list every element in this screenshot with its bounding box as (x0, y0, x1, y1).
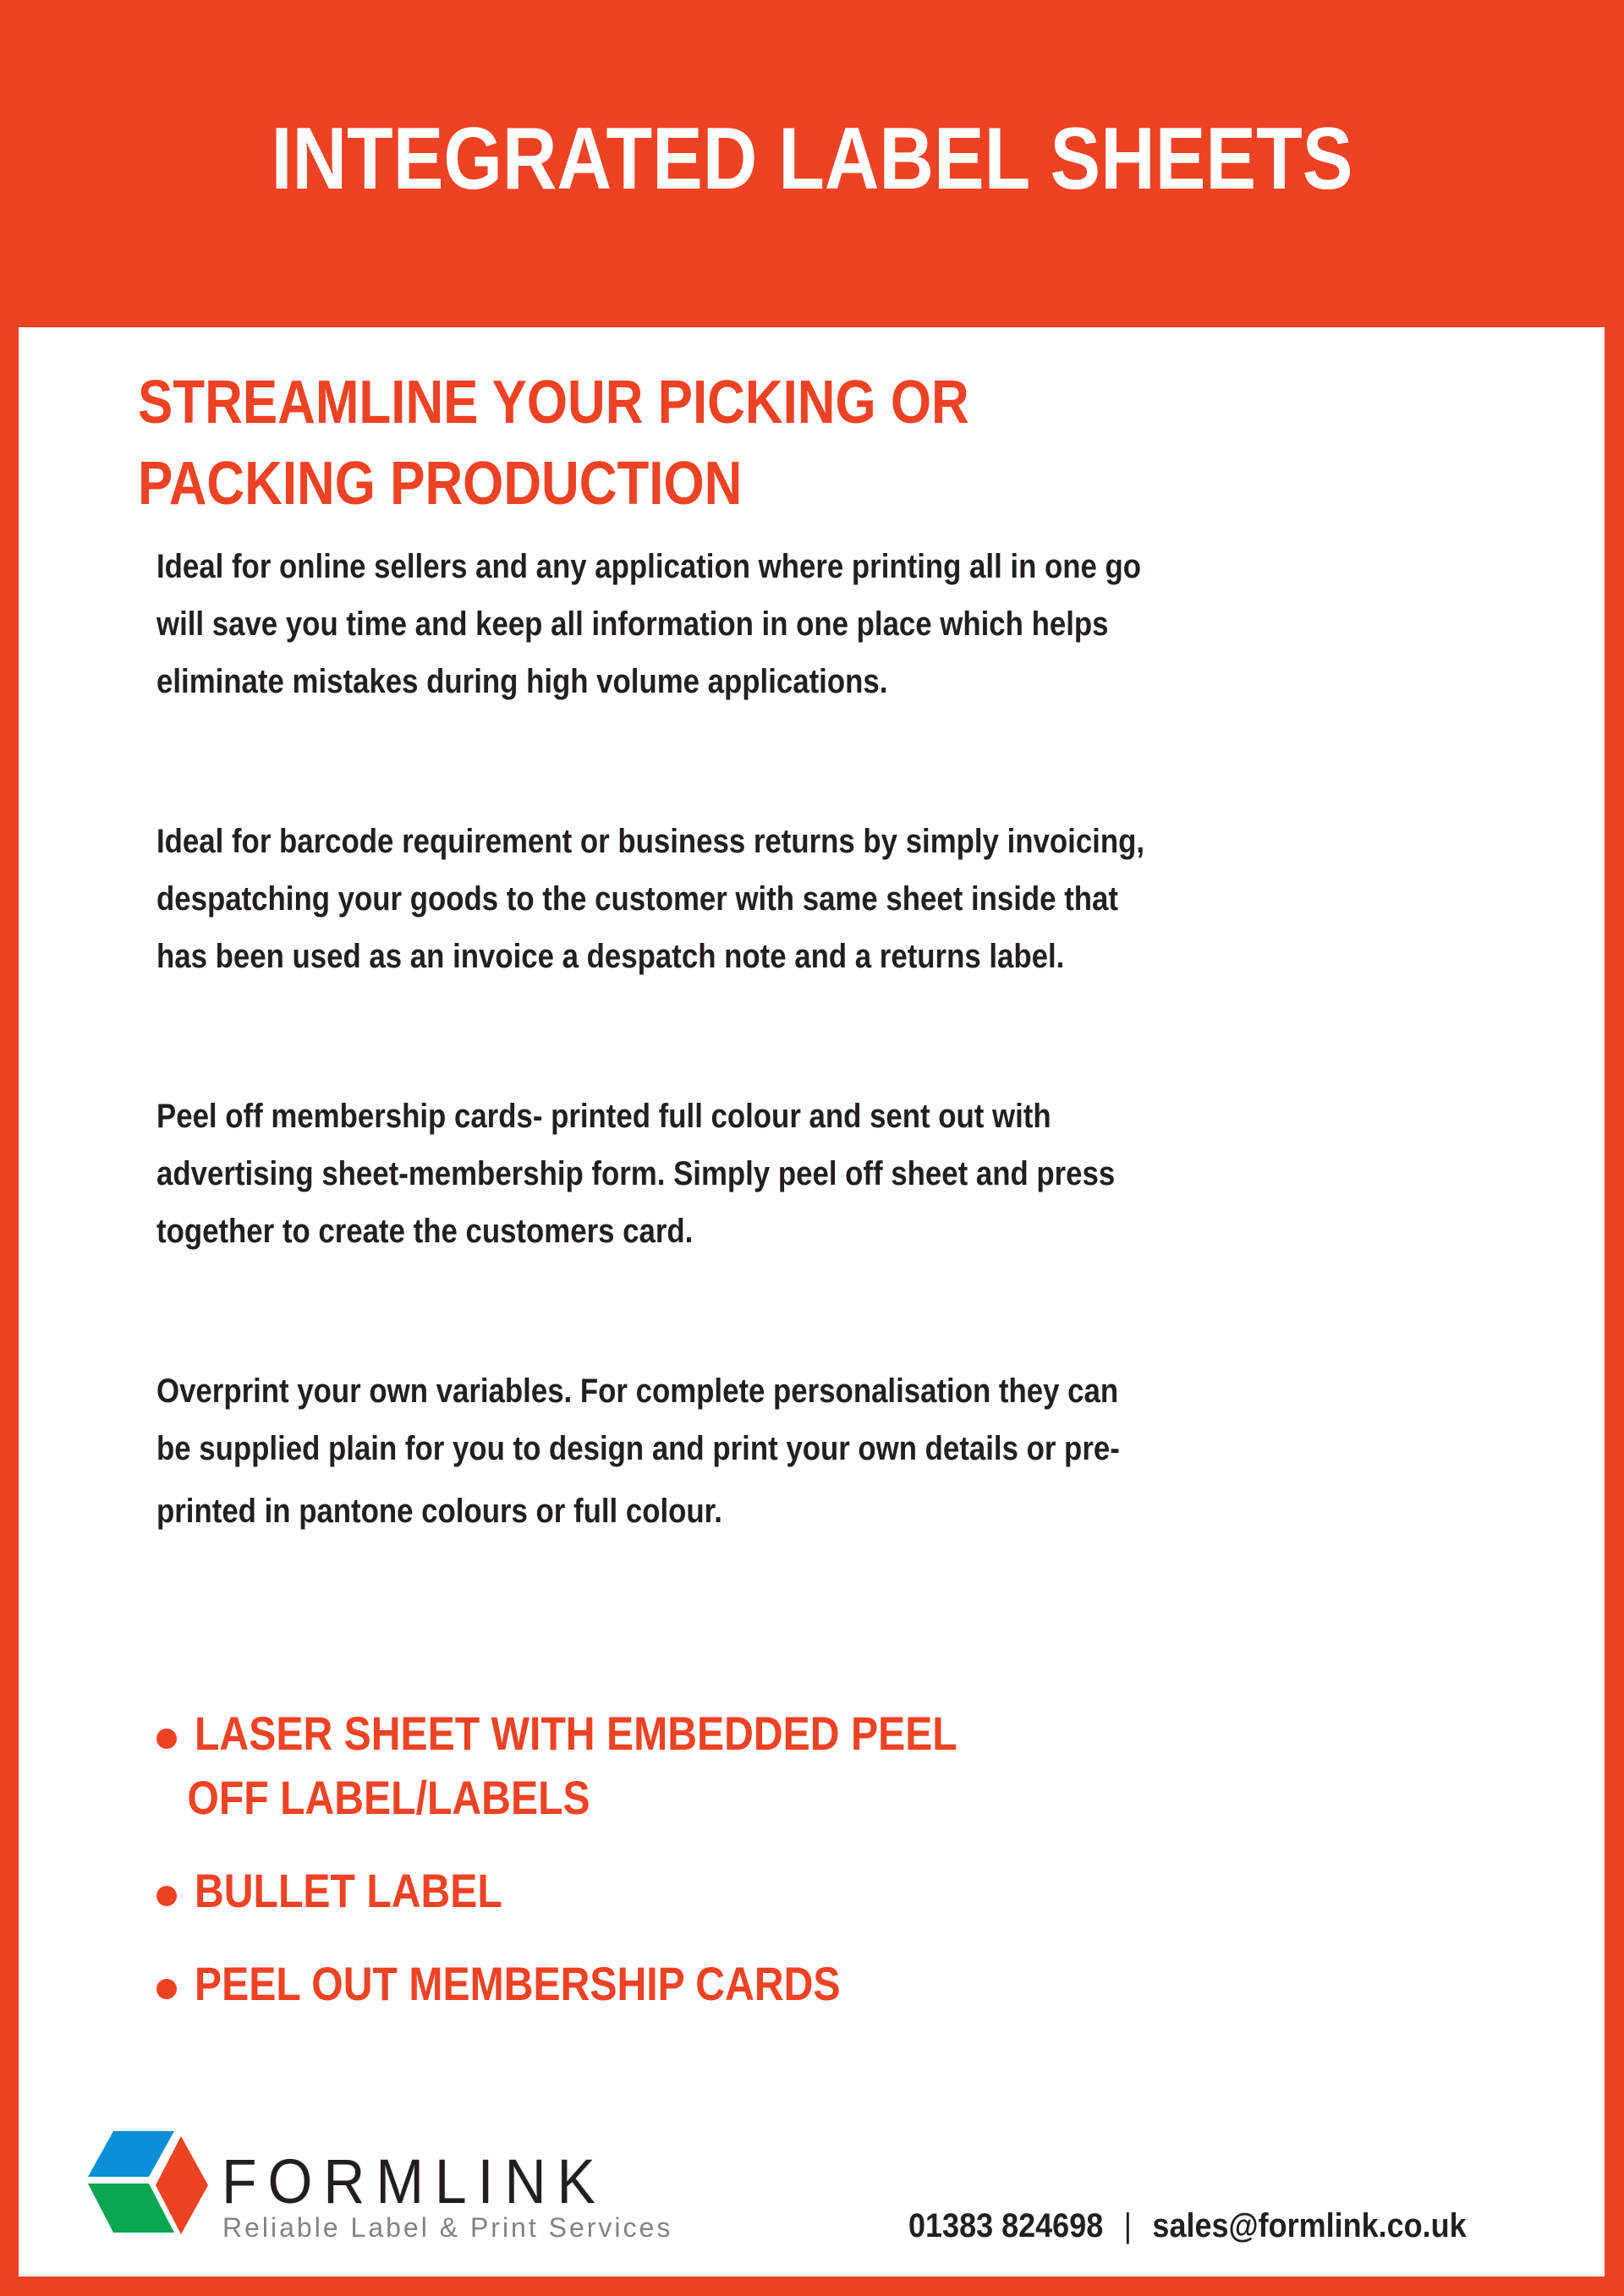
phone-number[interactable]: 01383 824698 (908, 2207, 1104, 2244)
paragraph-line: eliminate mistakes during high volume applications. (156, 663, 888, 700)
headline-line-2: PACKING PRODUCTION (138, 450, 743, 518)
email-link[interactable]: sales@formlink.co.uk (1152, 2207, 1467, 2244)
paragraph-line: Ideal for online sellers and any application where printing all in one go (156, 548, 1142, 585)
feature-label: PEEL OUT MEMBERSHIP CARDS (195, 1957, 841, 2010)
paragraph-line: Ideal for barcode requirement or business returns by simply invoicing, (156, 823, 1145, 860)
bullet-dot-icon (156, 1886, 177, 1906)
brand-name: FORMLINK (222, 2146, 606, 2217)
feature-label: LASER SHEET WITH EMBEDDED PEEL (195, 1707, 957, 1760)
header-banner (0, 0, 1624, 327)
paragraph-line: Peel off membership cards- printed full colour and sent out with (156, 1098, 1051, 1135)
paragraph-membership-cards (156, 1088, 1115, 1260)
contact-separator: | (1123, 2207, 1133, 2244)
page-title: INTEGRATED LABEL SHEETS (271, 110, 1353, 208)
paragraph-line: will save you time and keep all information in one place which helps (156, 606, 1109, 643)
brand-tagline: Reliable Label & Print Services (222, 2212, 673, 2243)
section-headline (138, 362, 969, 524)
bullet-dot-icon (156, 1979, 177, 1999)
headline-line-1: STREAMLINE YOUR PICKING OR (138, 369, 969, 436)
paragraph-online-sellers (156, 538, 1141, 710)
feature-item-membership-cards (152, 1952, 946, 2016)
paragraph-line: despatching your goods to the customer with same sheet inside that (156, 880, 1118, 918)
paragraph-line: printed in pantone colours or full colour. (156, 1493, 722, 1530)
feature-label-continued: OFF LABEL/LABELS (187, 1771, 590, 1824)
feature-item-bullet-label (152, 1859, 552, 1923)
paragraph-line: has been used as an invoice a despatch note and a returns label. (156, 938, 1065, 975)
paragraph-line: be supplied plain for you to design and print your own details or pre- (156, 1430, 1120, 1467)
bullet-dot-icon (156, 1729, 177, 1749)
feature-item-laser-sheet (152, 1701, 1082, 1830)
feature-label: BULLET LABEL (195, 1864, 502, 1917)
contact-info (908, 2202, 1467, 2249)
paragraph-barcode-returns (156, 813, 1144, 985)
paragraph-line: advertising sheet-membership form. Simply peel off sheet and press (156, 1155, 1116, 1192)
hexagon-cube-logo-icon (86, 2129, 210, 2241)
paragraph-line: Overprint your own variables. For complete personalisation they can (156, 1373, 1119, 1410)
paragraph-line: together to create the customers card. (156, 1213, 694, 1250)
paragraph-overprint (156, 1362, 1120, 1540)
